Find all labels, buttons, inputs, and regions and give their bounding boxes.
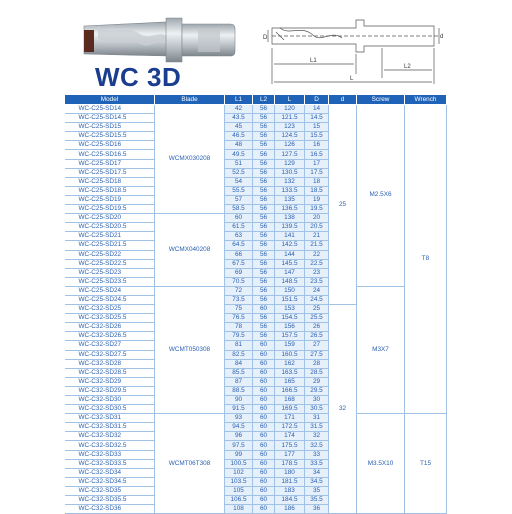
d-diameter-cell: 23 (305, 268, 329, 277)
model-cell: WC-C32-SD25 (65, 305, 155, 314)
column-header-l1: L1 (225, 95, 253, 105)
screw-cell: M3.5X10 (357, 414, 405, 514)
l1-cell: 99 (225, 450, 253, 459)
model-cell: WC-C25-SD17.5 (65, 168, 155, 177)
blade-cell: WCMX030208 (155, 105, 225, 214)
d-diameter-cell: 29.5 (305, 386, 329, 395)
l1-cell: 75 (225, 305, 253, 314)
l2-cell: 56 (253, 277, 275, 286)
l2-cell: 60 (253, 377, 275, 386)
model-cell: WC-C32-SD32.5 (65, 441, 155, 450)
l1-cell: 42 (225, 105, 253, 114)
model-cell: WC-C32-SD32 (65, 432, 155, 441)
model-cell: WC-C25-SD20.5 (65, 223, 155, 232)
model-cell: WC-C25-SD17 (65, 159, 155, 168)
l1-cell: 64.5 (225, 241, 253, 250)
d-diameter-cell: 28 (305, 359, 329, 368)
d-diameter-cell: 18 (305, 177, 329, 186)
l-cell: 178.5 (275, 459, 305, 468)
l-cell: 171 (275, 414, 305, 423)
l-cell: 148.5 (275, 277, 305, 286)
l2-cell: 56 (253, 105, 275, 114)
l-cell: 132 (275, 177, 305, 186)
d-diameter-cell: 34.5 (305, 477, 329, 486)
l2-cell: 60 (253, 423, 275, 432)
model-cell: WC-C25-SD16.5 (65, 150, 155, 159)
l1-label: L1 (310, 58, 317, 64)
l1-cell: 43.5 (225, 114, 253, 123)
l2-cell: 60 (253, 468, 275, 477)
l1-cell: 88.5 (225, 386, 253, 395)
model-cell: WC-C25-SD15 (65, 123, 155, 132)
d-diameter-cell: 17 (305, 159, 329, 168)
model-cell: WC-C25-SD22.5 (65, 259, 155, 268)
l1-cell: 55.5 (225, 186, 253, 195)
spec-table-head (65, 95, 447, 105)
column-header-l: L (275, 95, 305, 105)
l-cell: 177 (275, 450, 305, 459)
d-diameter-cell: 36 (305, 505, 329, 514)
d-diameter-cell: 14 (305, 105, 329, 114)
column-header-l2: L2 (253, 95, 275, 105)
l2-cell: 56 (253, 241, 275, 250)
wrench-cell: T15 (405, 414, 447, 514)
l2-cell: 60 (253, 386, 275, 395)
model-cell: WC-C25-SD18.5 (65, 186, 155, 195)
l1-cell: 70.5 (225, 277, 253, 286)
l-cell: 145.5 (275, 259, 305, 268)
l1-cell: 87 (225, 377, 253, 386)
d-diameter-cell: 19 (305, 195, 329, 204)
spec-table (64, 94, 447, 514)
l2-cell: 60 (253, 486, 275, 495)
l2-cell: 56 (253, 168, 275, 177)
l-cell: 130.5 (275, 168, 305, 177)
l1-cell: 61.5 (225, 223, 253, 232)
model-cell: WC-C25-SD21 (65, 232, 155, 241)
model-cell: WC-C25-SD24.5 (65, 295, 155, 304)
table-row (65, 105, 447, 114)
l1-cell: 45 (225, 123, 253, 132)
l-cell: 123 (275, 123, 305, 132)
screw-cell: M2.5X6 (357, 105, 405, 287)
l1-cell: 49.5 (225, 150, 253, 159)
model-cell: WC-C25-SD19.5 (65, 205, 155, 214)
d-diameter-cell: 28.5 (305, 368, 329, 377)
l1-cell: 66 (225, 250, 253, 259)
l-cell: 151.5 (275, 295, 305, 304)
model-cell: WC-C25-SD23.5 (65, 277, 155, 286)
d-diameter-cell: 29 (305, 377, 329, 386)
l2-cell: 56 (253, 141, 275, 150)
d-diameter-cell: 25 (305, 305, 329, 314)
blade-cell: WCMX040208 (155, 214, 225, 287)
model-cell: WC-C32-SD29.5 (65, 386, 155, 395)
model-cell: WC-C32-SD34.5 (65, 477, 155, 486)
l1-cell: 94.5 (225, 423, 253, 432)
model-cell: WC-C32-SD30.5 (65, 405, 155, 414)
l1-cell: 81 (225, 341, 253, 350)
l1-cell: 52.5 (225, 168, 253, 177)
model-cell: WC-C25-SD15.5 (65, 132, 155, 141)
l-cell: 144 (275, 250, 305, 259)
l2-cell: 56 (253, 214, 275, 223)
model-cell: WC-C32-SD27.5 (65, 350, 155, 359)
l1-cell: 67.5 (225, 259, 253, 268)
l1-cell: 72 (225, 286, 253, 295)
l2-cell: 56 (253, 186, 275, 195)
table-row (65, 286, 447, 295)
l-cell: 153 (275, 305, 305, 314)
d-diameter-cell: 32 (305, 432, 329, 441)
blade-cell: WCMT050308 (155, 286, 225, 413)
l2-cell: 60 (253, 459, 275, 468)
l-cell: 166.5 (275, 386, 305, 395)
model-cell: WC-C25-SD14.5 (65, 114, 155, 123)
d-diameter-cell: 30 (305, 396, 329, 405)
d-diameter-cell: 25.5 (305, 314, 329, 323)
l-cell: 157.5 (275, 332, 305, 341)
column-header-blade: Blade (155, 95, 225, 105)
l2-cell: 56 (253, 323, 275, 332)
l2-cell: 56 (253, 150, 275, 159)
l-cell: 127.5 (275, 150, 305, 159)
l-cell: 139.5 (275, 223, 305, 232)
d-diameter-cell: 35.5 (305, 496, 329, 505)
l-cell: 181.5 (275, 477, 305, 486)
l1-cell: 93 (225, 414, 253, 423)
l1-cell: 73.5 (225, 295, 253, 304)
l2-cell: 56 (253, 314, 275, 323)
l-cell: 141 (275, 232, 305, 241)
l2-cell: 60 (253, 496, 275, 505)
model-cell: WC-C32-SD36 (65, 505, 155, 514)
model-cell: WC-C32-SD28.5 (65, 368, 155, 377)
d-diameter-cell: 34 (305, 468, 329, 477)
l2-cell: 60 (253, 441, 275, 450)
d-diameter-cell: 21 (305, 232, 329, 241)
l-cell: 175.5 (275, 441, 305, 450)
spec-table-body (65, 105, 447, 514)
d-diameter-cell: 27 (305, 341, 329, 350)
l2-cell: 56 (253, 259, 275, 268)
model-cell: WC-C32-SD34 (65, 468, 155, 477)
l2-cell: 60 (253, 432, 275, 441)
l2-cell: 56 (253, 159, 275, 168)
l2-cell: 56 (253, 223, 275, 232)
d-diameter-cell: 24 (305, 286, 329, 295)
l1-cell: 58.5 (225, 205, 253, 214)
blade-cell: WCMT06T308 (155, 414, 225, 514)
l1-cell: 103.5 (225, 477, 253, 486)
l1-cell: 96 (225, 432, 253, 441)
model-cell: WC-C25-SD16 (65, 141, 155, 150)
l-cell: 168 (275, 396, 305, 405)
l-cell: 135 (275, 195, 305, 204)
d-diameter-cell: 18.5 (305, 186, 329, 195)
d-diameter-cell: 31.5 (305, 423, 329, 432)
shank-d-cell: 32 (329, 305, 357, 514)
l-cell: 174 (275, 432, 305, 441)
l2-cell: 56 (253, 205, 275, 214)
model-cell: WC-C32-SD31 (65, 414, 155, 423)
l-label: L (350, 76, 354, 82)
l1-cell: 78 (225, 323, 253, 332)
model-cell: WC-C25-SD14 (65, 105, 155, 114)
l-cell: 186 (275, 505, 305, 514)
l2-cell: 60 (253, 405, 275, 414)
l-cell: 126 (275, 141, 305, 150)
d-diameter-cell: 27.5 (305, 350, 329, 359)
header-row (65, 95, 447, 105)
l1-cell: 102 (225, 468, 253, 477)
l2-cell: 60 (253, 305, 275, 314)
column-header-model: Model (65, 95, 155, 105)
l-cell: 136.5 (275, 205, 305, 214)
column-header-d: D (305, 95, 329, 105)
D-label: D (263, 35, 268, 41)
l1-cell: 51 (225, 159, 253, 168)
d-label: d (440, 34, 444, 40)
l1-cell: 48 (225, 141, 253, 150)
model-cell: WC-C32-SD33.5 (65, 459, 155, 468)
d-diameter-cell: 16.5 (305, 150, 329, 159)
l2-cell: 56 (253, 268, 275, 277)
l2-cell: 60 (253, 341, 275, 350)
l-cell: 183 (275, 486, 305, 495)
l-cell: 121.5 (275, 114, 305, 123)
d-diameter-cell: 32.5 (305, 441, 329, 450)
model-cell: WC-C32-SD30 (65, 396, 155, 405)
model-cell: WC-C25-SD21.5 (65, 241, 155, 250)
column-header-screw: Screw (357, 95, 405, 105)
d-diameter-cell: 15 (305, 123, 329, 132)
d-diameter-cell: 15.5 (305, 132, 329, 141)
l1-cell: 63 (225, 232, 253, 241)
l1-cell: 69 (225, 268, 253, 277)
l1-cell: 100.5 (225, 459, 253, 468)
l1-cell: 76.5 (225, 314, 253, 323)
d-diameter-cell: 20.5 (305, 223, 329, 232)
l-cell: 120 (275, 105, 305, 114)
model-cell: WC-C32-SD35.5 (65, 496, 155, 505)
l-cell: 162 (275, 359, 305, 368)
d-diameter-cell: 26 (305, 323, 329, 332)
l-cell: 129 (275, 159, 305, 168)
l2-cell: 56 (253, 332, 275, 341)
l-cell: 138 (275, 214, 305, 223)
l2-cell: 56 (253, 132, 275, 141)
model-cell: WC-C32-SD35 (65, 486, 155, 495)
d-diameter-cell: 31 (305, 414, 329, 423)
l-cell: 133.5 (275, 186, 305, 195)
l-cell: 184.5 (275, 496, 305, 505)
model-cell: WC-C32-SD25.5 (65, 314, 155, 323)
l-cell: 124.5 (275, 132, 305, 141)
l-cell: 156 (275, 323, 305, 332)
d-diameter-cell: 35 (305, 486, 329, 495)
l2-cell: 56 (253, 123, 275, 132)
table-row (65, 414, 447, 423)
d-diameter-cell: 33 (305, 450, 329, 459)
d-diameter-cell: 21.5 (305, 241, 329, 250)
l2-cell: 56 (253, 177, 275, 186)
model-cell: WC-C32-SD33 (65, 450, 155, 459)
column-header-d: d (329, 95, 357, 105)
d-diameter-cell: 14.5 (305, 114, 329, 123)
l-cell: 150 (275, 286, 305, 295)
l-cell: 172.5 (275, 423, 305, 432)
l2-label: L2 (404, 64, 411, 70)
l1-cell: 90 (225, 396, 253, 405)
l1-cell: 108 (225, 505, 253, 514)
l2-cell: 60 (253, 368, 275, 377)
model-cell: WC-C32-SD28 (65, 359, 155, 368)
l1-cell: 106.5 (225, 496, 253, 505)
d-diameter-cell: 23.5 (305, 277, 329, 286)
l2-cell: 60 (253, 414, 275, 423)
d-diameter-cell: 22.5 (305, 259, 329, 268)
l2-cell: 60 (253, 350, 275, 359)
d-diameter-cell: 17.5 (305, 168, 329, 177)
l2-cell: 60 (253, 359, 275, 368)
l2-cell: 56 (253, 295, 275, 304)
column-header-wrench: Wrench (405, 95, 447, 105)
d-diameter-cell: 26.5 (305, 332, 329, 341)
product-title: WC 3D (95, 62, 182, 92)
shank-d-cell: 25 (329, 105, 357, 305)
l-cell: 160.5 (275, 350, 305, 359)
model-cell: WC-C25-SD18 (65, 177, 155, 186)
model-cell: WC-C32-SD27 (65, 341, 155, 350)
l-cell: 154.5 (275, 314, 305, 323)
l1-cell: 97.5 (225, 441, 253, 450)
l-cell: 165 (275, 377, 305, 386)
l1-cell: 82.5 (225, 350, 253, 359)
model-cell: WC-C25-SD24 (65, 286, 155, 295)
model-cell: WC-C25-SD20 (65, 214, 155, 223)
l1-cell: 91.5 (225, 405, 253, 414)
technical-drawing (262, 12, 444, 90)
product-hero (0, 0, 512, 92)
model-cell: WC-C32-SD31.5 (65, 423, 155, 432)
d-diameter-cell: 19.5 (305, 205, 329, 214)
l1-cell: 57 (225, 195, 253, 204)
l1-cell: 60 (225, 214, 253, 223)
l2-cell: 56 (253, 114, 275, 123)
d-diameter-cell: 16 (305, 141, 329, 150)
l1-cell: 79.5 (225, 332, 253, 341)
l1-cell: 84 (225, 359, 253, 368)
model-cell: WC-C32-SD26 (65, 323, 155, 332)
l-cell: 147 (275, 268, 305, 277)
l2-cell: 56 (253, 250, 275, 259)
model-cell: WC-C25-SD23 (65, 268, 155, 277)
l2-cell: 60 (253, 396, 275, 405)
model-cell: WC-C25-SD22 (65, 250, 155, 259)
l2-cell: 56 (253, 286, 275, 295)
d-diameter-cell: 33.5 (305, 459, 329, 468)
screw-cell: M3X7 (357, 286, 405, 413)
l-cell: 159 (275, 341, 305, 350)
l2-cell: 56 (253, 232, 275, 241)
d-diameter-cell: 24.5 (305, 295, 329, 304)
l1-cell: 46.5 (225, 132, 253, 141)
l2-cell: 60 (253, 450, 275, 459)
l-cell: 163.5 (275, 368, 305, 377)
l-cell: 142.5 (275, 241, 305, 250)
l1-cell: 54 (225, 177, 253, 186)
l2-cell: 56 (253, 195, 275, 204)
model-cell: WC-C32-SD29 (65, 377, 155, 386)
wrench-cell: T8 (405, 105, 447, 414)
l-cell: 180 (275, 468, 305, 477)
l2-cell: 60 (253, 477, 275, 486)
d-diameter-cell: 22 (305, 250, 329, 259)
model-cell: WC-C25-SD19 (65, 195, 155, 204)
model-cell: WC-C32-SD26.5 (65, 332, 155, 341)
d-diameter-cell: 30.5 (305, 405, 329, 414)
d-diameter-cell: 20 (305, 214, 329, 223)
l2-cell: 60 (253, 505, 275, 514)
l1-cell: 105 (225, 486, 253, 495)
l1-cell: 85.5 (225, 368, 253, 377)
l-cell: 169.5 (275, 405, 305, 414)
